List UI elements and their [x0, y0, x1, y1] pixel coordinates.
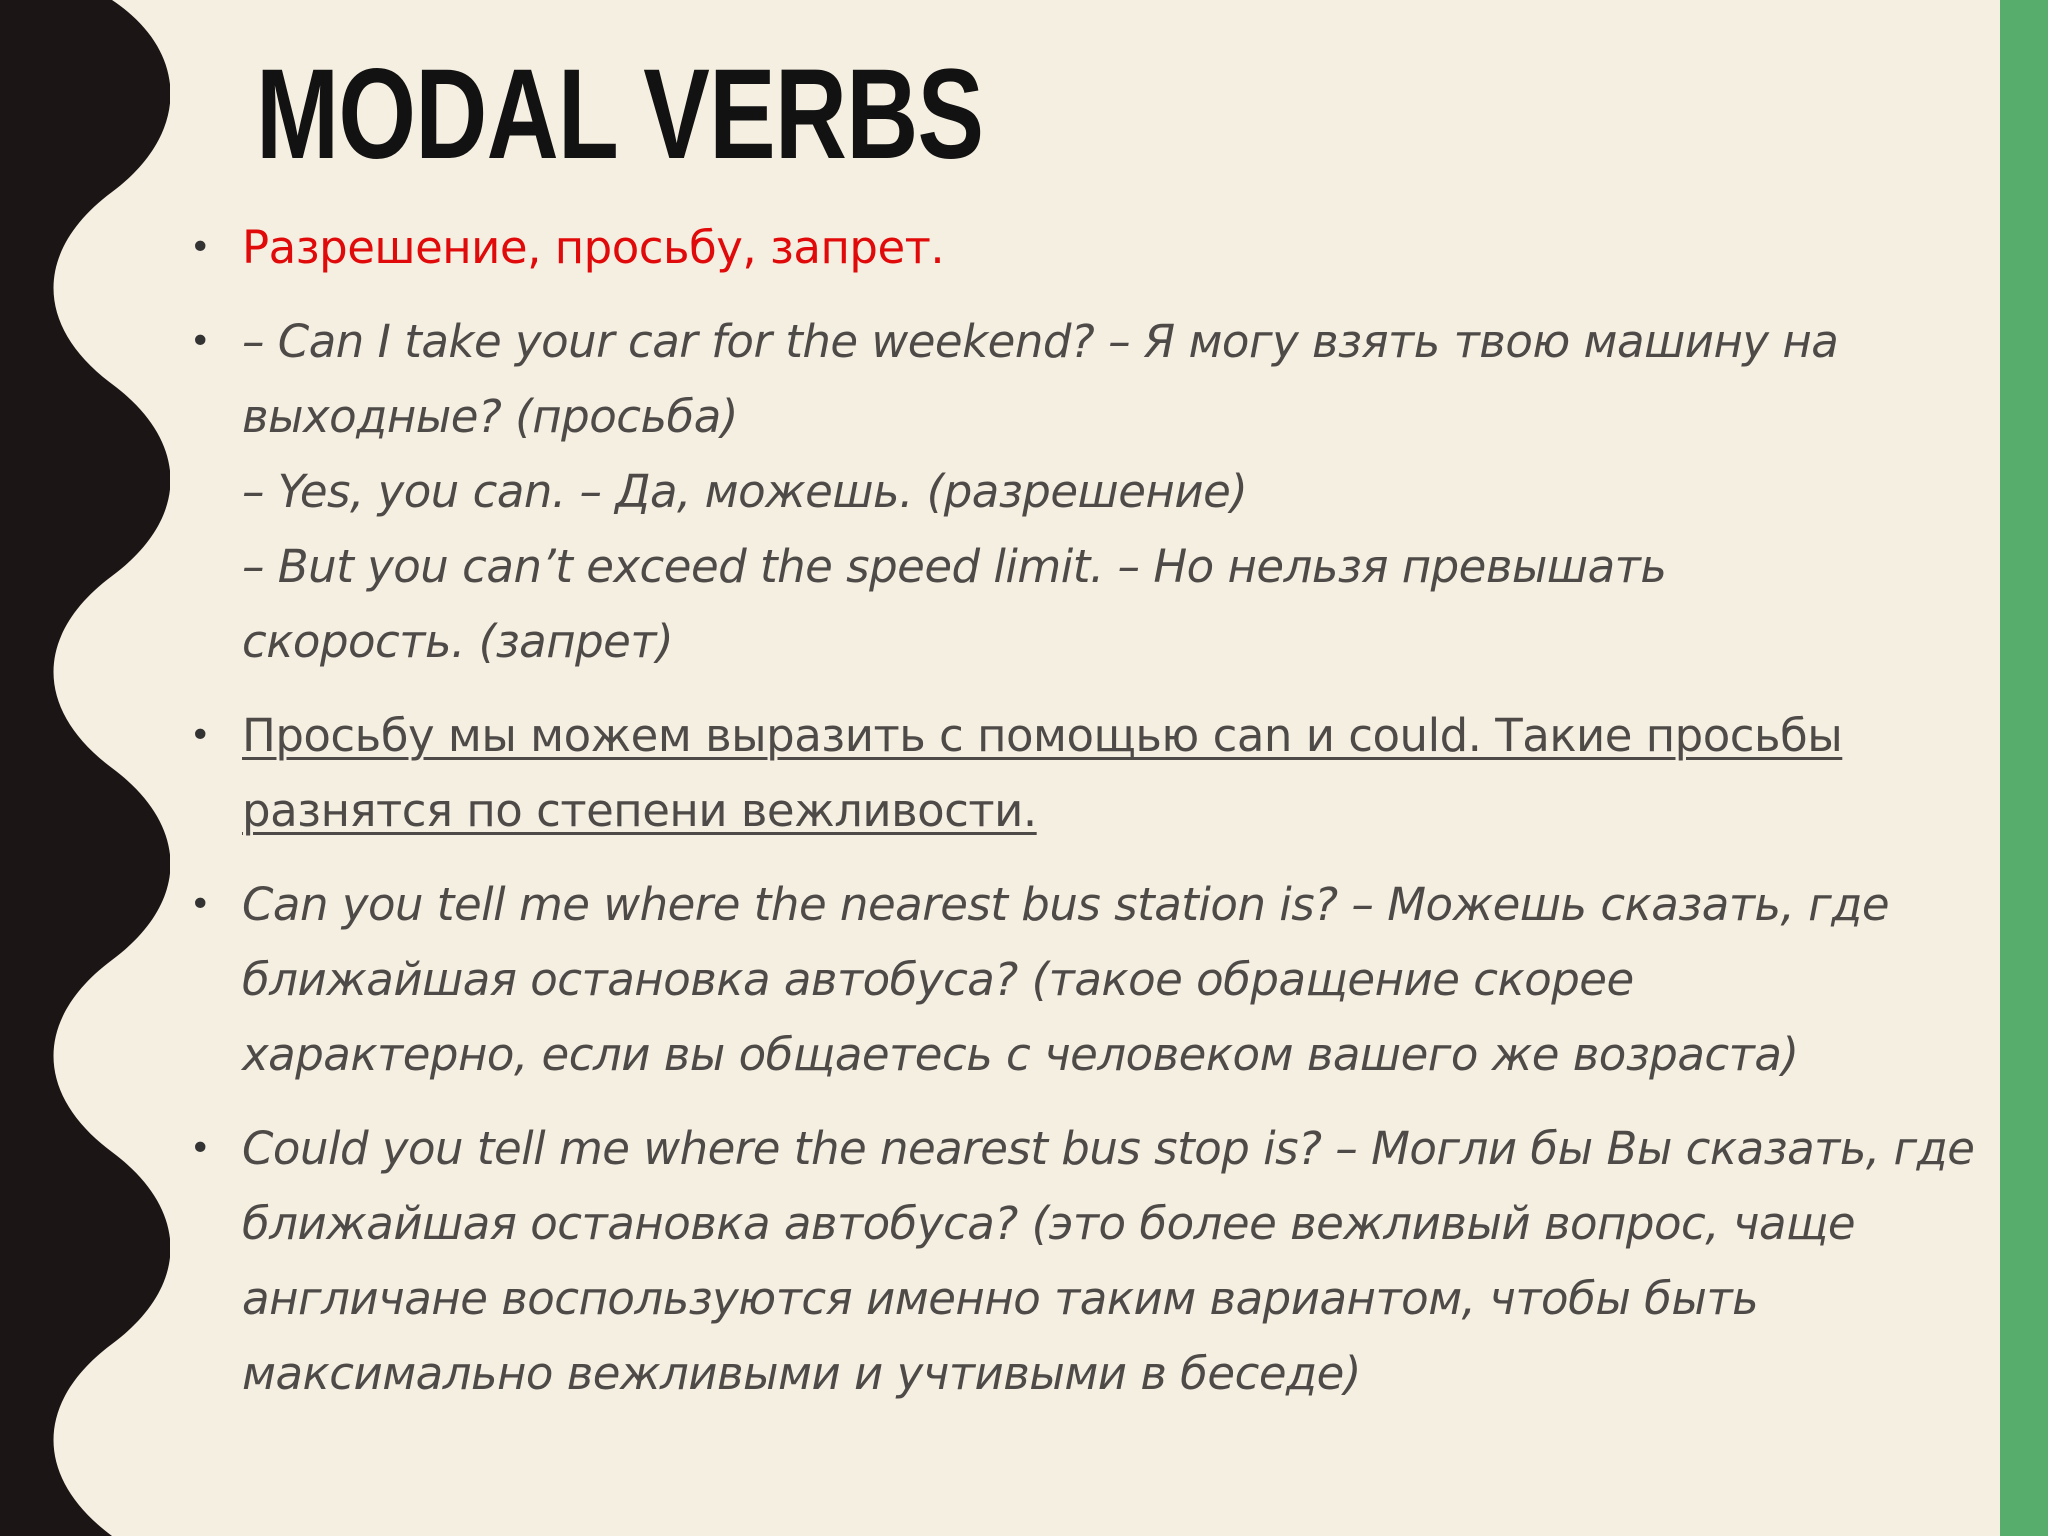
- bullet-line: Разрешение, просьбу, запрет.: [242, 221, 945, 274]
- bullet-line: Could you tell me where the nearest bus stop is? – Могли бы Вы сказать, где: [242, 1122, 1975, 1175]
- bullet-can-could-note: [180, 698, 2010, 848]
- bullet-text: [242, 210, 2010, 285]
- bullet-line: выходные? (просьба): [242, 390, 738, 443]
- bullet-line: характерно, если вы общаетесь с человеком вашего же возраста): [242, 1028, 1799, 1081]
- bullet-text: [242, 698, 2010, 848]
- bullet-text: [242, 867, 2010, 1092]
- bullet-text: [242, 304, 2010, 679]
- bullet-line: – Can I take your car for the weekend? – Я могу взять твою машину на: [242, 315, 1839, 368]
- wavy-left-border: [0, 0, 170, 1536]
- bullet-text: [242, 1111, 2010, 1411]
- bullet-marker: •: [189, 884, 211, 925]
- bullet-car-example: [180, 304, 2010, 679]
- bullet-could-example: [180, 1111, 2010, 1411]
- bullet-marker: •: [189, 227, 211, 268]
- bullet-list: [180, 210, 2010, 1430]
- bullet-line: – Yes, you can. – Да, можешь. (разрешение): [242, 465, 1248, 518]
- bullet-permission-request-prohibition: [180, 210, 2010, 285]
- bullet-line: максимально вежливыми и учтивыми в беседе): [242, 1347, 1361, 1400]
- bullet-marker: •: [189, 1128, 211, 1169]
- bullet-can-example: [180, 867, 2010, 1092]
- slide-title: MODAL VERBS: [256, 43, 984, 186]
- bullet-line: Просьбу мы можем выразить с помощью can и could. Такие просьбы: [242, 709, 1843, 762]
- bullet-marker: •: [189, 715, 211, 756]
- bullet-line: – But you can’t exceed the speed limit. – Но нельзя превышать: [242, 540, 1667, 593]
- bullet-line: разнятся по степени вежливости.: [242, 784, 1037, 837]
- bullet-marker: •: [189, 321, 211, 362]
- bullet-line: Can you tell me where the nearest bus station is? – Можешь сказать, где: [242, 878, 1890, 931]
- bullet-line: скорость. (запрет): [242, 615, 674, 668]
- bullet-line: ближайшая остановка автобуса? (такое обращение скорее: [242, 953, 1634, 1006]
- bullet-line: англичане воспользуются именно таким вариантом, чтобы быть: [242, 1272, 1759, 1325]
- bullet-line: ближайшая остановка автобуса? (это более вежливый вопрос, чаще: [242, 1197, 1856, 1250]
- wavy-border-shape: [0, 0, 170, 1536]
